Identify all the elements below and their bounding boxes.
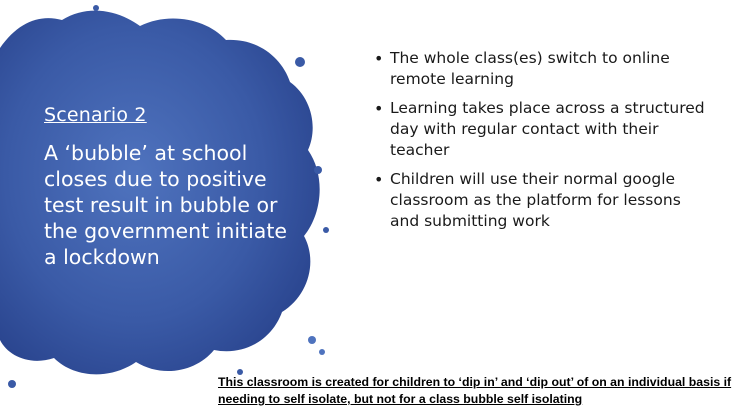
bullet-item: • The whole class(es) switch to online remote learning	[372, 48, 712, 90]
scenario-title: Scenario 2	[44, 104, 147, 126]
scenario-description: A ‘bubble’ at school closes due to positive test result in bubble or the government initiate a lockdown	[44, 141, 287, 269]
bullet-item: • Learning takes place across a structured day with regular contact with their teacher	[372, 98, 712, 161]
footer-note: This classroom is created for children to ‘dip in’ and ‘dip out’ of on an individual basis if needing to self isolate, but not for a class bubble self isolating	[218, 375, 732, 406]
scenario-panel	[44, 104, 304, 270]
bullet-list	[372, 48, 712, 240]
bullet-item: • Children will use their normal google classroom as the platform for lessons and submitting work	[372, 169, 712, 232]
